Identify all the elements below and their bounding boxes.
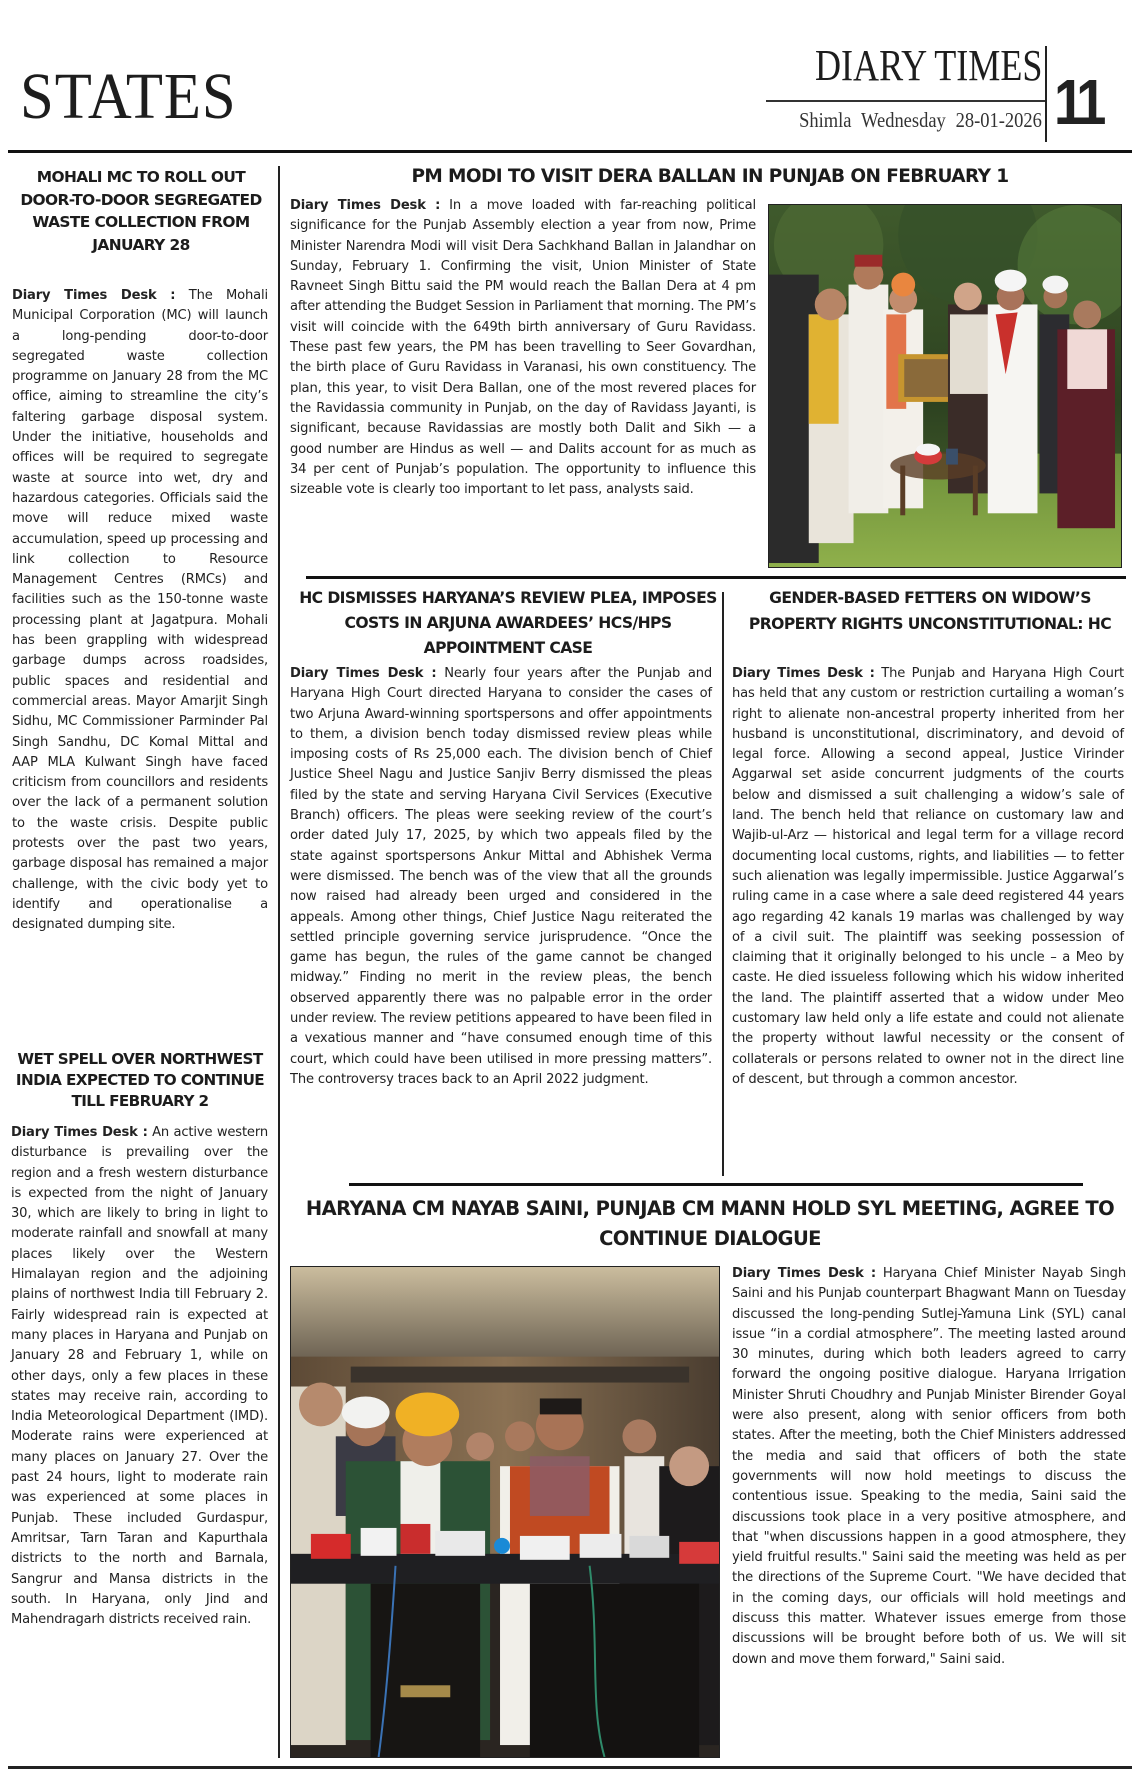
brand-underline	[766, 100, 1046, 102]
byline: Diary Times Desk :	[290, 666, 437, 681]
article-headline: HARYANA CM NAYAB SAINI, PUNJAB CM MANN HOLD SYL MEETING, AGREE TO CONTINUE DIALOGUE	[305, 1197, 1115, 1250]
byline: Diary Times Desk :	[290, 198, 441, 213]
byline: Diary Times Desk :	[732, 666, 875, 681]
section-rule	[349, 1183, 1083, 1186]
footer-rule	[8, 1766, 1132, 1769]
byline: Diary Times Desk :	[11, 1125, 148, 1140]
article-headline: WET SPELL OVER NORTHWEST INDIA EXPECTED TO CONTINUE TILL FEBRUARY 2	[15, 1050, 265, 1110]
header-rule	[8, 150, 1132, 153]
news-photo-press-conference	[290, 1266, 720, 1758]
news-photo-delegation	[768, 204, 1122, 568]
byline: Diary Times Desk :	[732, 1266, 876, 1281]
article-body: Diary Times Desk : The Punjab and Haryana High Court has held that any custom or restriction curtailing a woman’s right to alienate non-ancestral property inherited from her husband is unconstitutional, discriminatory, and devoid of legal force. Allowing a second appeal, Justice Virinder Aggarwal set aside concurrent judgments of the courts below and dismissed a suit challenging a widow’s sale of land. The bench held that reliance on customary law and Wajib-ul-Arz — historical and legal term for a village record documenting local customs, rights, and liabilities — to fetter such alienation was legally impermissible. Justice Aggarwal’s ruling came in a case where a sale deed registered 44 years ago regarding 42 kanals 19 marlas was challenged by way of a civil suit. The plaintiff was seeking possession of claiming that it originally belonged to his uncle – a Meo by caste. He died issueless following which his widow inherited the land. The plaintiff asserted that a widow under Meo customary law held only a life estate and could not alienate the property without lawful necessity or the consent of collaterals or persons related to owner not in the direct line of descent, but through a common ancestor.	[732, 666, 1125, 1087]
photo-delegation-illustration	[769, 205, 1121, 567]
byline: Diary Times Desk :	[12, 288, 176, 303]
masthead-divider	[1045, 46, 1047, 142]
article-body: Diary Times Desk : The Mohali Municipal Corporation (MC) will launch a long-pending door-to-door segregated waste collection programme on January 28 from the MC office, aiming to streamline the city’s faltering garbage disposal system. Under the initiative, households and offices will be required to segregate waste at source into wet, dry and hazardous categories. Officials said the move will reduce mixed waste accumulation, speed up processing and link collection to Resource Management Centres (RMCs) and facilities such as the 150-tonne waste processing plant at Jagatpura. Mohali has been grappling with widespread garbage dumps across roadsides, public spaces and residential and commercial areas. Mayor Amarjit Singh Sidhu, MC Commissioner Parminder Pal Singh Sandhu, DC Komal Mittal and AAP MLA Kulwant Singh have faced criticism from councillors and residents over the lack of a permanent solution to the waste crisis. Despite public protests over the past two years, garbage disposal has remained a major challenge, with the civic body yet to identify and operationalise a designated dumping site.	[12, 288, 268, 933]
section-title: STATES	[20, 60, 237, 133]
section-rule	[306, 576, 1126, 579]
article-body: Diary Times Desk : Nearly four years after the Punjab and Haryana High Court directed Haryana to consider the cases of two Arjuna Award-winning sportspersons and offer appointments to them, a division bench today dismissed review pleas while imposing costs of Rs 25,000 each. The division bench of Chief Justice Sheel Nagu and Justice Sanjiv Berry dismissed the pleas filed by the state and serving Haryana Civil Services (Executive Branch) officers. The pleas were seeking review of the court’s order dated July 17, 2025, by which two appeals filed by the state against sportspersons Ankur Mittal and Abhishek Verma were dismissed. The bench was of the view that all the grounds now raised had already been urged and considered in the appeals. Among other things, Chief Justice Nagu reiterated the settled principle governing service jurisprudence. “Once the game has begun, the rules of the game cannot be changed midway.” Finding no merit in the review pleas, the bench observed apparently there was no palpable error in the order under review. The review petitions appeared to have been filed in a vexatious manner and “have consumed enough time of this court, which could have been utilised in more pressing matters”. The controversy traces back to an April 2022 judgment.	[290, 666, 712, 1087]
article-body: Diary Times Desk : An active western disturbance is prevailing over the region and a fresh western disturbance is expected from the night of January 30, which are likely to bring in light to moderate rainfall and snowfall at many places likely over the Western Himalayan region and the adjoining plains of northwest India till February 2. Fairly widespread rain is expected at many places in Haryana and Punjab on January 28 and February 1, while on other days, only a few places in these states may receive rain, according to India Meteorological Department (IMD). Moderate rains were experienced at many places on January 27. Over the past 24 hours, light to moderate rain was experienced at some places in Punjab. These included Gurdaspur, Amritsar, Tarn Taran and Kapurthala districts to the north and Barnala, Sangrur and Mansa districts in the south. In Haryana, only Jind and Mahendragarh districts received rain.	[11, 1125, 268, 1628]
column-divider-middle	[722, 592, 724, 1176]
article-headline: GENDER-BASED FETTERS ON WIDOW’S PROPERTY RIGHTS UNCONSTITUTIONAL: HC	[748, 589, 1112, 633]
article-body: Diary Times Desk : In a move loaded with far-reaching political significance for the Punjab Assembly election a year from now, Prime Minister Narendra Modi will visit Dera Sachkhand Ballan in Jalandhar on Sunday, February 1. Confirming the visit, Union Minister of State Ravneet Singh Bittu said the PM would reach the Ballan Dera at 4 pm after attending the Budget Session in Parliament that morning. The PM’s visit will coincide with the 649th birth anniversary of Guru Ravidass. These past few years, the PM has been travelling to Seer Govardhan, the birth place of Guru Ravidass in Varanasi, his own constituency. The plan, this year, to visit Dera Ballan, one of the most revered places for the Ravidassia community in Punjab, on the day of Ravidass Jayanti, is significant, because Ravidassias are mostly both Dalit and Sikh — a good number are Hindus as well — and Dalits account for as much as 34 per cent of Punjab’s population. The opportunity to influence this sizeable vote is clearly too important to let pass, analysts said.	[290, 198, 756, 498]
newspaper-brand: DIARY TIMES	[814, 41, 1042, 90]
photo-press-conference-illustration	[291, 1267, 719, 1757]
dateline: Shimla Wednesday 28-01-2026	[799, 108, 1042, 132]
article-headline: MOHALI MC TO ROLL OUT DOOR-TO-DOOR SEGREGATED WASTE COLLECTION FROM JANUARY 28	[20, 168, 262, 254]
column-divider-left	[278, 166, 280, 1758]
article-headline: PM MODI TO VISIT DERA BALLAN IN PUNJAB ON FEBRUARY 1	[411, 166, 1009, 187]
page-number: 11	[1054, 66, 1102, 138]
article-body: Diary Times Desk : Haryana Chief Minister Nayab Singh Saini and his Punjab counterpart Bhagwant Mann on Tuesday discussed the long-pending Sutlej-Yamuna Link (SYL) canal issue “in a cordial atmosphere”. The meeting lasted around 30 minutes, during which both leaders agreed to carry forward the ongoing positive dialogue. Haryana Irrigation Minister Shruti Choudhry and Punjab Minister Birender Goyal were also present, along with senior officers from both states. After the meeting, both the Chief Ministers addressed the media and said that officers of both the state governments will now hold meetings to discuss the contentious issue. Speaking to the media, Saini said the discussions took place in a very positive atmosphere, and that "when discussions happen in a good atmosphere, they yield fruitful results." Saini said the meeting was held as per the directions of the Supreme Court. "We have decided that in the coming days, our officials will hold meetings and discuss this matter. Whatever issues emerge from those discussions will be brought before both of us. We will sit down and move them forward," Saini said.	[732, 1266, 1126, 1667]
article-headline: HC DISMISSES HARYANA’S REVIEW PLEA, IMPOSES COSTS IN ARJUNA AWARDEES’ HCS/HPS APPOINTMENT CASE	[299, 589, 717, 657]
